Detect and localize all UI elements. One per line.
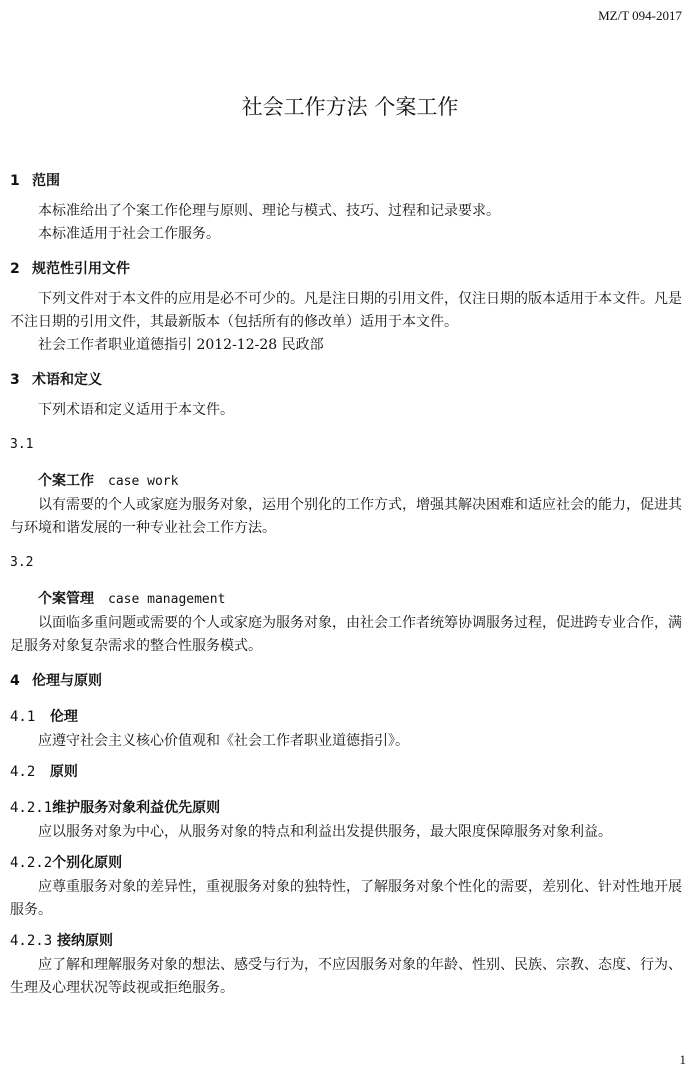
principle-title: 接纳原则 (57, 933, 114, 949)
section-heading-scope (10, 168, 682, 194)
subsection-number: 4.2 (10, 764, 36, 780)
term-zh: 个案工作 (38, 473, 94, 489)
principle-title: 维护服务对象利益优先原则 (52, 800, 221, 816)
paragraph: 本标准给出了个案工作伦理与原则、理论与模式、技巧、过程和记录要求。 (38, 203, 500, 219)
term-number: 3.2 (10, 555, 34, 570)
section-heading-normative-references (10, 256, 682, 282)
section-title: 术语和定义 (32, 372, 102, 388)
section-number: 1 (10, 173, 20, 189)
paragraph: 应了解和理解服务对象的想法、感受与行为，不应因服务对象的年龄、性别、民族、宗教、态度、行为、生理及心理状况等歧视或拒绝服务。 (10, 957, 682, 996)
subsection-number: 4.1 (10, 709, 36, 725)
term-definition: 以有需要的个人或家庭为服务对象，运用个别化的工作方式，增强其解决困难和适应社会的能力，促进其与环境和谐发展的一种专业社会工作方法。 (10, 497, 682, 536)
section-heading-terms (10, 367, 682, 393)
reference-entry: 社会工作者职业道德指引 2012-12-28 民政部 (38, 337, 324, 353)
subsection-heading-ethics (10, 704, 682, 730)
section-heading-ethics-principles (10, 668, 682, 694)
document-code: MZ/T 094-2017 (598, 8, 682, 23)
section-title: 规范性引用文件 (32, 261, 130, 277)
principle-heading-acceptance (10, 928, 682, 954)
subsection-heading-principles (10, 759, 682, 785)
paragraph: 应以服务对象为中心，从服务对象的特点和利益出发提供服务，最大限度保障服务对象利益。 (38, 824, 612, 840)
term-definition: 以面临多重问题或需要的个人或家庭为服务对象，由社会工作者统筹协调服务过程，促进跨专业合作，满足服务对象复杂需求的整合性服务模式。 (10, 615, 682, 654)
term-en: case management (108, 592, 226, 607)
term-entry-case-management (10, 586, 682, 612)
paragraph: 本标准适用于社会工作服务。 (38, 226, 220, 242)
document-body (10, 168, 682, 1000)
principle-title: 个别化原则 (52, 855, 123, 871)
term-number: 3.1 (10, 437, 34, 452)
paragraph: 下列术语和定义适用于本文件。 (38, 402, 234, 418)
subsection-title: 伦理 (49, 709, 78, 725)
section-number: 2 (10, 261, 20, 277)
section-title: 范围 (32, 173, 60, 189)
principle-number: 4.2.1 (10, 800, 53, 816)
section-number: 3 (10, 372, 20, 388)
paragraph: 应遵守社会主义核心价值观和《社会工作者职业道德指引》。 (38, 733, 409, 749)
paragraph: 下列文件对于本文件的应用是必不可少的。凡是注日期的引用文件，仅注日期的版本适用于本文件。凡是不注日期的引用文件，其最新版本（包括所有的修改单）适用于本文件。 (10, 291, 682, 330)
principle-heading-client-interest (10, 795, 682, 821)
section-title: 伦理与原则 (32, 673, 102, 689)
term-zh: 个案管理 (38, 591, 94, 607)
document-title: 社会工作方法 个案工作 (241, 95, 459, 119)
principle-heading-individualization (10, 850, 682, 876)
term-entry-case-work (10, 468, 682, 494)
page-number: 1 (679, 1052, 686, 1067)
subsection-title: 原则 (49, 764, 78, 780)
principle-number: 4.2.3 (10, 933, 53, 949)
term-en: case work (108, 474, 179, 489)
paragraph: 应尊重服务对象的差异性，重视服务对象的独特性，了解服务对象个性化的需要，差别化、针对性地开展服务。 (10, 879, 682, 918)
section-number: 4 (10, 673, 20, 689)
principle-number: 4.2.2 (10, 855, 53, 871)
